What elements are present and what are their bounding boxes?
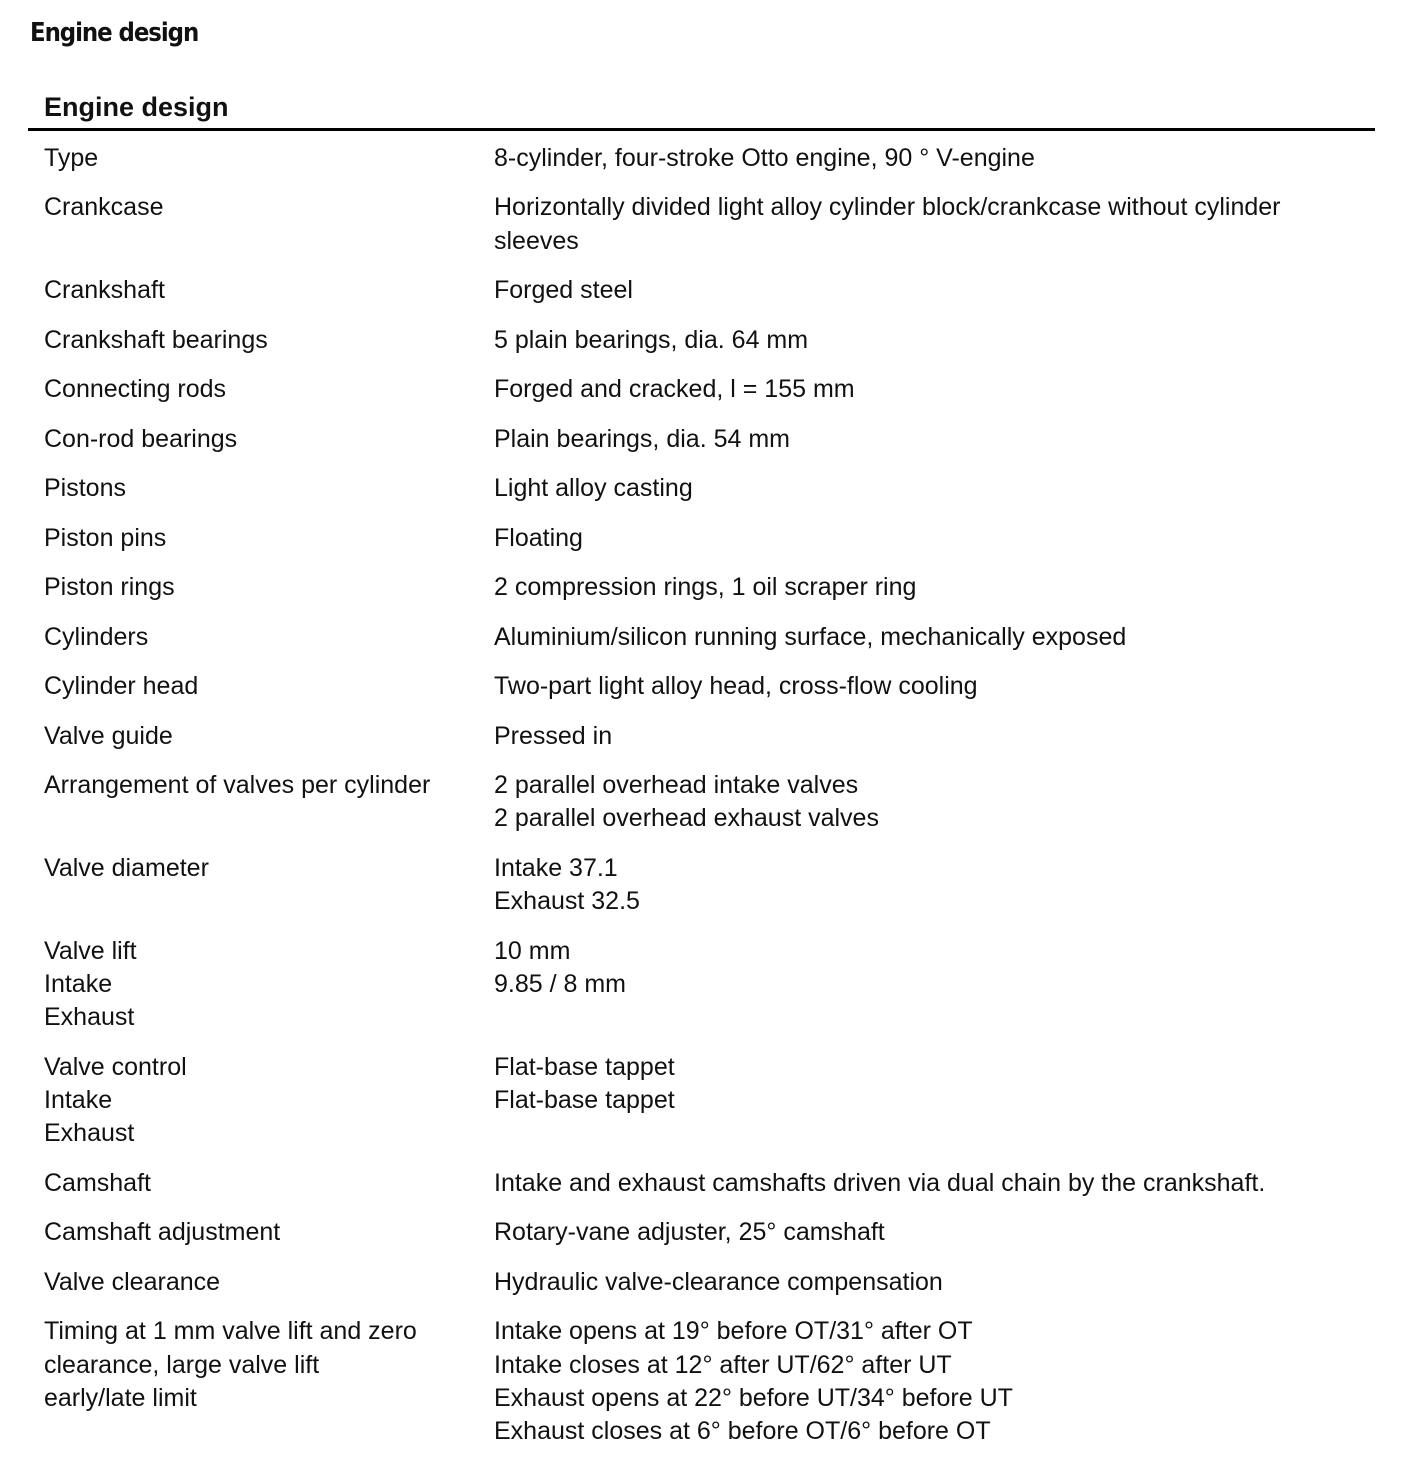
spec-value: [494, 522, 1364, 555]
spec-value-line: Rotary-vane adjuster, 25° camshaft: [494, 1218, 885, 1247]
spec-label: [44, 142, 494, 175]
spec-label-line: Arrangement of valves per cylinder: [44, 771, 431, 800]
spec-value-line: 10 mm: [494, 936, 571, 965]
spec-label: [44, 522, 494, 555]
spec-label-line: Exhaust: [44, 1003, 135, 1032]
table-row: [44, 621, 1364, 670]
spec-value-line: 2 parallel overhead exhaust valves: [494, 804, 879, 833]
spec-label: [44, 1266, 494, 1299]
spec-label: [44, 571, 494, 604]
spec-value: [494, 142, 1364, 175]
spec-label-line: clearance, large valve lift: [44, 1350, 320, 1379]
spec-value: [494, 1216, 1364, 1249]
spec-label-line: Exhaust: [44, 1119, 135, 1148]
spec-label-line: Timing at 1 mm valve lift and zero: [44, 1317, 417, 1346]
table-row: [44, 935, 1364, 1051]
spec-value: [494, 274, 1364, 307]
spec-value-line: Intake closes at 12° after UT/62° after UT: [494, 1350, 952, 1379]
spec-value-line: 2 compression rings, 1 oil scraper ring: [494, 573, 917, 602]
spec-label: [44, 1051, 494, 1151]
spec-value-line: Flat-base tappet: [494, 1052, 675, 1081]
spec-value-line: Horizontally divided light alloy cylinder block/crankcase without cylinder: [494, 193, 1281, 222]
table-row: [44, 142, 1364, 191]
spec-value: [494, 191, 1364, 258]
spec-value: [494, 720, 1364, 753]
spec-value: [494, 571, 1364, 604]
spec-label: [44, 720, 494, 753]
spec-value-line: Intake opens at 19° before OT/31° after OT: [494, 1317, 973, 1346]
spec-label-line: Valve lift: [44, 936, 137, 965]
spec-value-line: Forged steel: [494, 276, 633, 305]
spec-label: [44, 769, 494, 802]
table-row: [44, 423, 1364, 472]
spec-value: [494, 852, 1364, 919]
spec-label-line: Piston pins: [44, 523, 167, 552]
spec-label-line: Camshaft adjustment: [44, 1218, 281, 1247]
spec-value-line: Two-part light alloy head, cross-flow cooling: [494, 672, 978, 701]
spec-value-line: Exhaust closes at 6° before OT/6° before OT: [494, 1417, 991, 1446]
spec-table: [44, 142, 1364, 1465]
spec-label-line: Pistons: [44, 474, 126, 503]
table-row: [44, 769, 1364, 852]
table-row: [44, 191, 1364, 274]
spec-value-line: Intake 37.1: [494, 853, 618, 882]
table-row: [44, 670, 1364, 719]
table-row: [44, 472, 1364, 521]
spec-value: [494, 472, 1364, 505]
spec-value-line: Intake and exhaust camshafts driven via dual chain by the crankshaft.: [494, 1168, 1266, 1197]
table-row: [44, 274, 1364, 323]
spec-value: [494, 324, 1364, 357]
spec-label-line: Camshaft: [44, 1168, 151, 1197]
spec-value-line: Exhaust 32.5: [494, 887, 640, 916]
table-row: [44, 571, 1364, 620]
spec-label: [44, 621, 494, 654]
spec-value-line: Flat-base tappet: [494, 1086, 675, 1115]
spec-label-line: Piston rings: [44, 573, 175, 602]
spec-label: [44, 324, 494, 357]
table-row: [44, 1266, 1364, 1315]
spec-label-line: Crankshaft: [44, 276, 165, 305]
spec-value-line: Light alloy casting: [494, 474, 693, 503]
spec-label: [44, 1216, 494, 1249]
spec-label: [44, 423, 494, 456]
table-row: [44, 1216, 1364, 1265]
spec-label: [44, 274, 494, 307]
spec-label: [44, 935, 494, 1035]
table-row: [44, 1315, 1364, 1464]
spec-label-line: Valve control: [44, 1052, 187, 1081]
spec-label-line: Con-rod bearings: [44, 424, 238, 453]
table-row: [44, 324, 1364, 373]
spec-label-line: early/late limit: [44, 1383, 197, 1412]
spec-value-line: 2 parallel overhead intake valves: [494, 771, 859, 800]
spec-value-line: 9.85 / 8 mm: [494, 969, 626, 998]
spec-value: [494, 373, 1364, 406]
spec-label: [44, 1315, 494, 1415]
table-row: [44, 373, 1364, 422]
spec-label-line: Crankshaft bearings: [44, 325, 268, 354]
spec-label-line: Type: [44, 144, 99, 172]
page-title: Engine design: [30, 18, 199, 48]
spec-value-line: sleeves: [494, 226, 579, 255]
table-row: [44, 522, 1364, 571]
spec-value: [494, 1315, 1364, 1448]
spec-value: [494, 935, 1364, 1002]
table-row: [44, 1167, 1364, 1216]
spec-label: [44, 1167, 494, 1200]
spec-value: [494, 1051, 1364, 1118]
spec-label-line: Valve guide: [44, 721, 173, 750]
spec-value-line: Floating: [494, 523, 583, 552]
spec-label-line: Intake: [44, 969, 113, 998]
spec-label: [44, 852, 494, 885]
spec-value: [494, 670, 1364, 703]
spec-label-line: Cylinder head: [44, 672, 199, 701]
spec-value-line: Exhaust opens at 22° before UT/34° before UT: [494, 1383, 1013, 1412]
spec-value: [494, 769, 1364, 836]
spec-value-line: Aluminium/silicon running surface, mechanically exposed: [494, 622, 1127, 651]
spec-value-line: Pressed in: [494, 721, 613, 750]
spec-value: [494, 423, 1364, 456]
spec-value-line: 5 plain bearings, dia. 64 mm: [494, 325, 809, 354]
spec-label: [44, 670, 494, 703]
spec-label-line: Connecting rods: [44, 375, 227, 404]
spec-label-line: Crankcase: [44, 193, 164, 222]
spec-label-line: Valve diameter: [44, 853, 209, 882]
table-row: [44, 852, 1364, 935]
table-heading: Engine design: [44, 92, 229, 122]
spec-label-line: Valve clearance: [44, 1267, 221, 1296]
spec-label-line: Cylinders: [44, 622, 149, 651]
spec-value: [494, 1167, 1364, 1200]
spec-label: [44, 191, 494, 224]
spec-value: [494, 621, 1364, 654]
spec-value-line: Forged and cracked, l = 155 mm: [494, 375, 855, 404]
spec-label: [44, 373, 494, 406]
spec-value-line: Hydraulic valve-clearance compensation: [494, 1267, 943, 1296]
spec-value: [494, 1266, 1364, 1299]
spec-value-line: 8-cylinder, four-stroke Otto engine, 90 ° V-engine: [494, 144, 1035, 172]
table-row: [44, 720, 1364, 769]
heading-rule: [28, 128, 1375, 131]
spec-value-line: Plain bearings, dia. 54 mm: [494, 424, 790, 453]
table-row: [44, 1051, 1364, 1167]
spec-label-line: Intake: [44, 1086, 113, 1115]
spec-label: [44, 472, 494, 505]
